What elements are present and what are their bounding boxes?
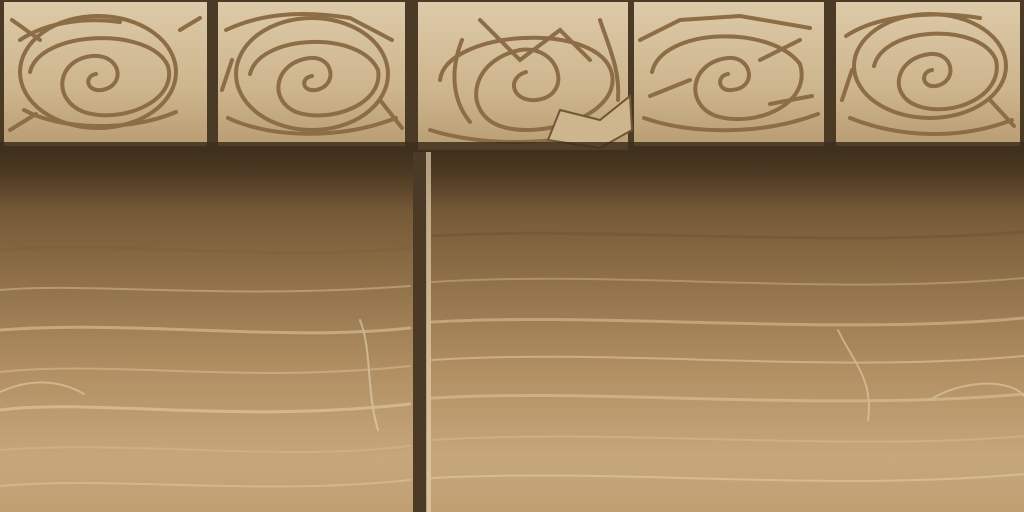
frieze-ledge (0, 142, 1024, 152)
wall-blocks (0, 150, 1024, 512)
frieze-shadow (0, 150, 1024, 210)
block-joint (413, 150, 427, 512)
rose-tile-4 (634, 2, 824, 146)
block-joint-highlight (426, 150, 431, 512)
carved-frieze (0, 0, 1024, 152)
rose-tile-3 (418, 2, 632, 150)
rose-tile-2 (218, 2, 405, 146)
rose-tile-1 (4, 2, 207, 146)
rose-tile-5 (836, 2, 1020, 146)
